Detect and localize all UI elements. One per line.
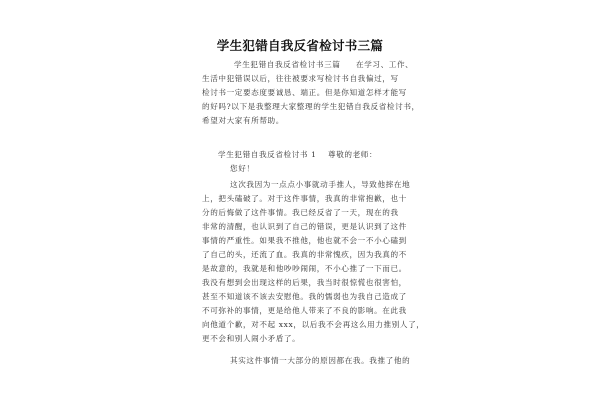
body-line: 了自己的头，还流了血。我真的非常愧疚，因为我真的不 <box>202 250 407 259</box>
salutation: 尊敬的老师： <box>328 150 378 159</box>
letter-heading: 学生犯错自我反省检讨书 1 <box>218 150 317 159</box>
body-line: 这次我因为一点点小事就动手推人，导致他摔在地 <box>230 180 411 189</box>
intro-line: 希望对大家有所帮助。 <box>202 116 284 125</box>
body-line: 分的后悔做了这件事情。我已经反省了一天，现在的我 <box>202 208 399 217</box>
body-line: 不可弥补的事情，更是给他人带来了不良的影响。在此我 <box>202 306 407 315</box>
intro-line: 生活中犯错误以后，往往被要求写检讨书自我偏过，写 <box>202 74 399 83</box>
body-line: 其实这件事情一大部分的原因都在我。我推了他的 <box>230 356 411 365</box>
body-line: 事情的严重性。如果我不推他，他也就不会一不小心磕到 <box>202 236 407 245</box>
document-title: 学生犯错自我反省检讨书三篇 <box>216 38 384 53</box>
greeting: 您好！ <box>230 164 255 173</box>
intro-line: 在学习、工作、 <box>356 60 414 69</box>
intro-line: 检讨书一定要态度要诚恳、端正。但是你知道怎样才能写 <box>202 88 407 97</box>
body-line: 甚至不知道该不该去安慰他。我的懦弱也为我自己造成了 <box>202 292 407 301</box>
body-line: 向他道个歉，对不起 xxx，以后我不会再这么用力推别人了， <box>202 320 425 329</box>
body-line: 是故意的，我就是和他吵吵闹闹，不小心推了一下而已。 <box>202 264 407 273</box>
body-line: 我没有想到会出现这样的后果，我当时很惊慌也很害怕， <box>202 278 407 287</box>
intro-line: 学生犯错自我反省检讨书三篇 <box>234 60 341 69</box>
body-line: 非常的清醒，也认识到了自己的错误，更是认识到了这件 <box>202 222 407 231</box>
body-line: 上，把头磕破了。对于这件事情，我真的非常抱歉，也十 <box>202 194 407 203</box>
intro-line: 的好吗?以下是我整理大家整理的学生犯错自我反省检讨书， <box>202 102 420 111</box>
body-line: 更不会和别人闹小矛盾了。 <box>202 334 301 343</box>
